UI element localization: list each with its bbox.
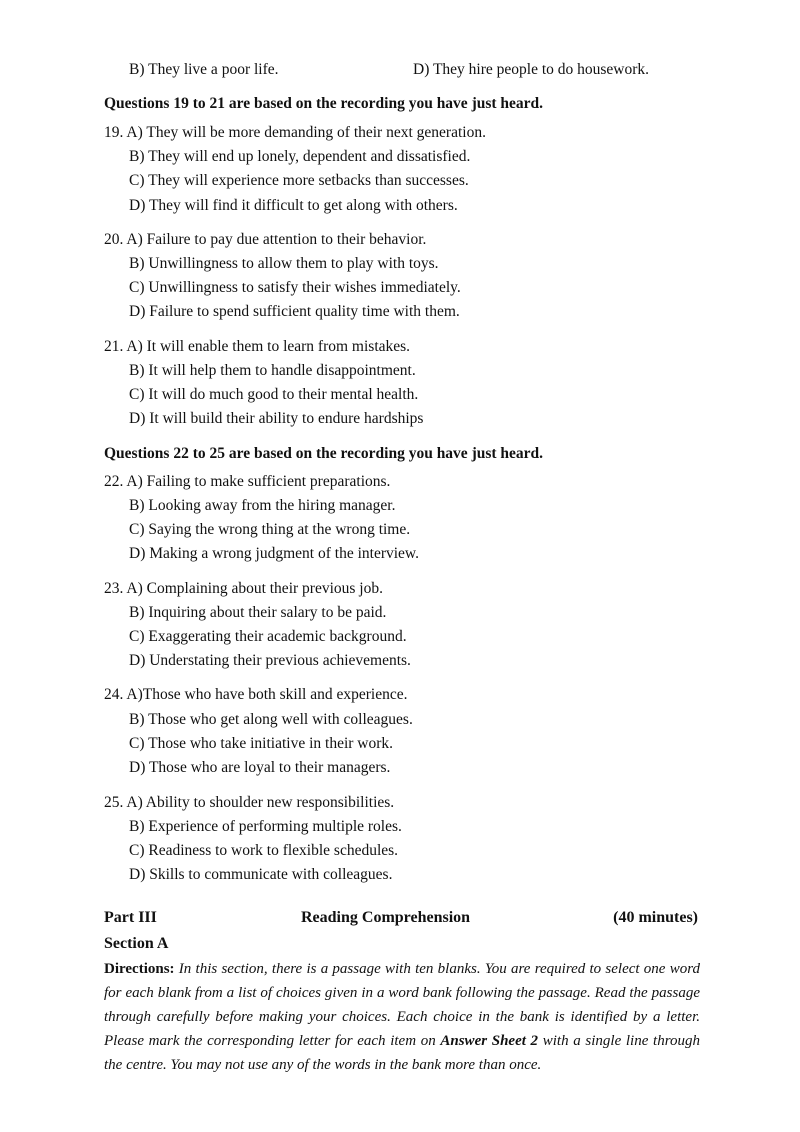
question-25-option-b: B) Experience of performing multiple roles. xyxy=(129,818,402,835)
question-22-option-a: 22. A) Failing to make sufficient preparations. xyxy=(104,473,391,490)
question-23-option-b: B) Inquiring about their salary to be paid. xyxy=(129,604,387,621)
question-21-option-d: D) It will build their ability to endure hardships xyxy=(129,410,424,427)
question-24-option-a: 24. A)Those who have both skill and experience. xyxy=(104,686,408,703)
part-title: Reading Comprehension xyxy=(301,909,471,926)
part-header xyxy=(104,909,698,931)
question-20-option-a: 20. A) Failure to pay due attention to their behavior. xyxy=(104,231,427,248)
question-19-option-b: B) They will end up lonely, dependent and dissatisfied. xyxy=(129,148,471,165)
question-20-option-d: D) Failure to spend sufficient quality time with them. xyxy=(129,303,460,320)
question-22-option-c: C) Saying the wrong thing at the wrong time. xyxy=(129,521,411,538)
question-19-option-a: 19. A) They will be more demanding of their next generation. xyxy=(104,124,486,141)
question-25-option-a: 25. A) Ability to shoulder new responsibilities. xyxy=(104,794,395,811)
option-b-text: B) They live a poor life. xyxy=(129,61,279,78)
question-22-option-b: B) Looking away from the hiring manager. xyxy=(129,497,396,514)
answer-sheet-ref: Answer Sheet 2 xyxy=(440,1033,539,1049)
part-label: Part III xyxy=(104,909,157,926)
part-time: (40 minutes) xyxy=(613,909,698,926)
directions-paragraph xyxy=(104,957,700,1077)
question-23-option-d: D) Understating their previous achievements. xyxy=(129,652,411,669)
question-19-option-c: C) They will experience more setbacks than successes. xyxy=(129,172,469,189)
directions-text-2: with a single line through the centre. You may not use any of the words in the bank more than once. xyxy=(104,1033,700,1073)
section-title: Section A xyxy=(104,935,169,952)
question-21-option-c: C) It will do much good to their mental health. xyxy=(129,386,419,403)
question-20-option-c: C) Unwillingness to satisfy their wishes immediately. xyxy=(129,279,461,296)
question-20-option-b: B) Unwillingness to allow them to play with toys. xyxy=(129,255,439,272)
question-25-option-c: C) Readiness to work to flexible schedules. xyxy=(129,842,399,859)
question-22-option-d: D) Making a wrong judgment of the interview. xyxy=(129,545,419,562)
section-heading-22-25: Questions 22 to 25 are based on the recording you have just heard. xyxy=(104,445,544,462)
section-heading-19-21: Questions 19 to 21 are based on the recording you have just heard. xyxy=(104,95,544,112)
question-21-option-b: B) It will help them to handle disappointment. xyxy=(129,362,416,379)
question-19-option-d: D) They will find it difficult to get along with others. xyxy=(129,197,458,214)
question-25-option-d: D) Skills to communicate with colleagues. xyxy=(129,866,393,883)
directions-text-1: In this section, there is a passage with ten blanks. You are required to select one word for each blank from a list of choices given in a word bank following the passage. Read the passage through carefully before making your choices. Each choice in the bank is identified by a letter. Please mark the corresponding letter for each item on xyxy=(104,961,700,1049)
question-23-option-c: C) Exaggerating their academic background. xyxy=(129,628,407,645)
option-d-text: D) They hire people to do housework. xyxy=(413,61,650,78)
question-24-option-b: B) Those who get along well with colleagues. xyxy=(129,711,413,728)
question-21-option-a: 21. A) It will enable them to learn from mistakes. xyxy=(104,338,411,355)
directions-label: Directions: xyxy=(104,961,175,977)
question-23-option-a: 23. A) Complaining about their previous job. xyxy=(104,580,383,597)
question-24-option-d: D) Those who are loyal to their managers. xyxy=(129,759,391,776)
question-24-option-c: C) Those who take initiative in their work. xyxy=(129,735,394,752)
